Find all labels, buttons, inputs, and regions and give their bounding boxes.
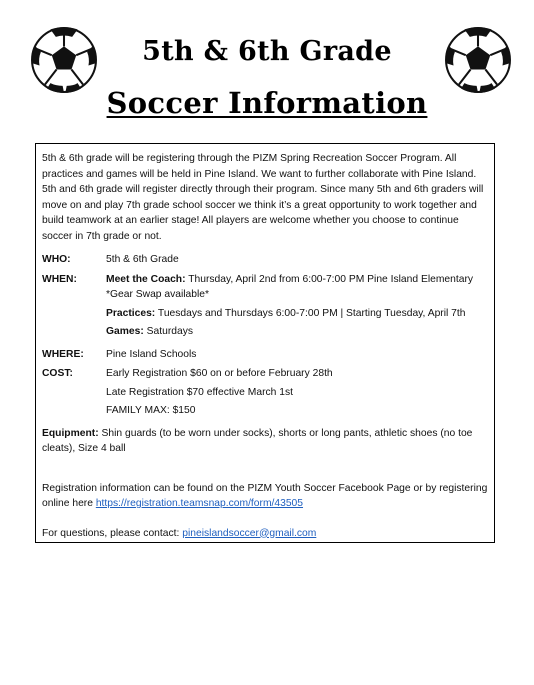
games-label: Games: <box>106 326 144 337</box>
games <box>106 324 488 340</box>
who-label: WHO: <box>42 254 71 265</box>
who-value: 5th & 6th Grade <box>106 254 179 265</box>
practices <box>106 306 488 322</box>
early-registration: Early Registration $60 on or before February 28th <box>106 368 333 379</box>
cost-row <box>42 366 488 422</box>
gear-swap-note: *Gear Swap available* <box>106 289 210 300</box>
where-value: Pine Island Schools <box>106 348 197 360</box>
late-registration: Late Registration $70 effective March 1st <box>106 386 293 398</box>
intro-paragraph: 5th & 6th grade will be registering through the PIZM Spring Recreation Soccer Program. All practices and games will be held in Pine Island. We want to further collaborate with Pine Island. 5th and 6th grade will register directly through their program. Since many 5th and 6th graders will move on and play 7th grade school soccer we think it’s a great opportunity to work together and build teamwork at an earlier stage! All players are welcome whether you choose to continue soccer in 7th grade or not. <box>42 153 484 242</box>
where-row <box>42 347 488 363</box>
registration-link[interactable]: https://registration.teamsnap.com/form/43505 <box>95 498 304 509</box>
games-value: Saturdays <box>146 326 194 337</box>
where-label: WHERE: <box>42 348 84 360</box>
contact-info <box>42 526 488 542</box>
info-box <box>35 143 495 543</box>
page-subtitle: Soccer Information <box>106 86 428 120</box>
when-row <box>42 272 488 343</box>
equipment-label: Equipment: <box>42 427 99 439</box>
contact-email-link[interactable]: pineislandsoccer@gmail.com <box>182 527 317 539</box>
cost-label: COST: <box>42 368 73 379</box>
who-row <box>42 252 488 268</box>
practices-value: Tuesdays and Thursdays 6:00-7:00 PM | Starting Tuesday, April 7th <box>157 307 466 319</box>
page-title: 5th & 6th Grade <box>142 36 392 67</box>
family-max: FAMILY MAX: $150 <box>106 405 196 416</box>
equipment-row <box>42 426 488 457</box>
meet-coach-label: Meet the Coach: <box>106 273 186 285</box>
when-label: WHEN: <box>42 273 77 285</box>
practices-label: Practices: <box>106 307 156 319</box>
registration-text: Registration information can be found on the PIZM Youth Soccer Facebook Page or by registering online here <box>42 482 488 509</box>
contact-text: For questions, please contact: <box>42 527 180 539</box>
equipment-value: Shin guards (to be worn under socks), shorts or long pants, athletic shoes (no toe cleats), Size 4 ball <box>42 427 473 454</box>
registration-info <box>42 481 488 512</box>
meet-coach <box>106 272 488 303</box>
meet-coach-value: Thursday, April 2nd from 6:00-7:00 PM Pine Island Elementary <box>188 273 474 285</box>
